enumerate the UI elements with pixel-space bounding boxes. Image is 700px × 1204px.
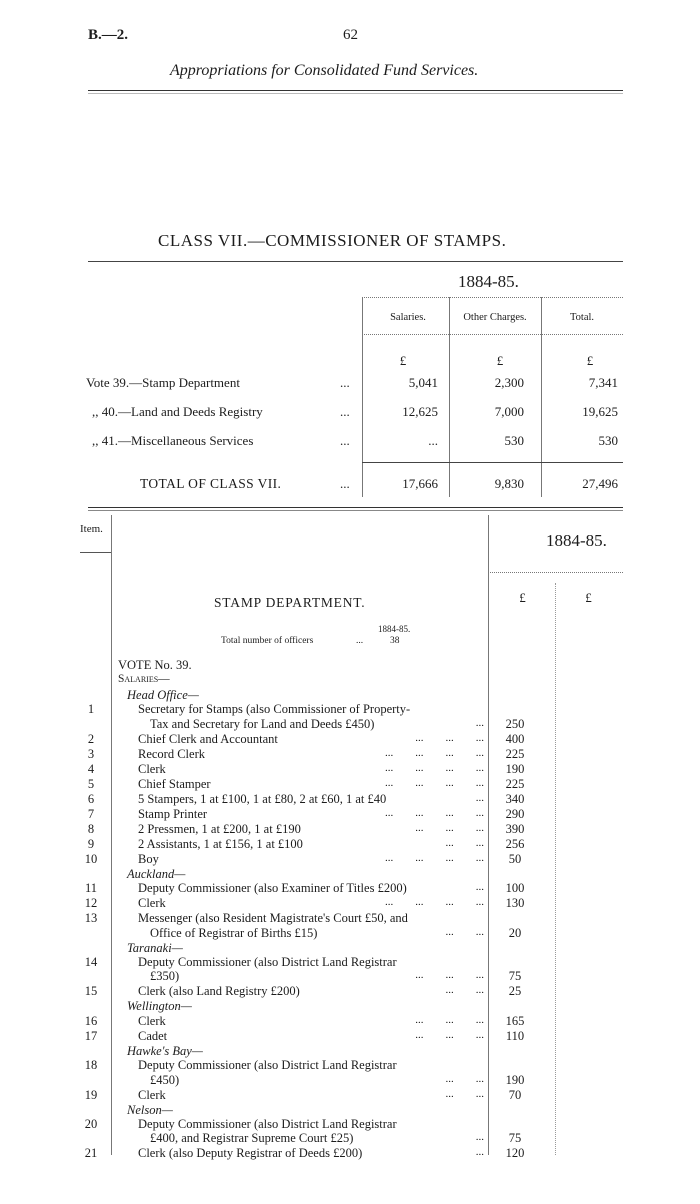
- item-description: £400, and Registrar Supreme Court £25): [150, 1131, 354, 1146]
- item-number: 18: [84, 1058, 98, 1073]
- item-amount: 390: [505, 821, 525, 836]
- item-description: Stamp Printer: [138, 806, 208, 821]
- detail-amount2-vline: [555, 583, 556, 1155]
- summary-row-label: ,, 41.—Miscellaneous Services: [92, 433, 254, 448]
- col-salaries: Salaries.: [390, 312, 426, 323]
- item-description: Clerk (also Deputy Registrar of Deeds £200): [138, 1146, 363, 1161]
- summary-row-dots: ...: [340, 404, 350, 419]
- class-title: CLASS VII.—COMMISSIONER OF STAMPS.: [158, 231, 507, 250]
- item-dots: ... ... ... ...: [385, 776, 484, 789]
- item-amount: 100: [505, 881, 525, 896]
- item-dots: ...: [475, 1131, 484, 1144]
- item-dots: ... ...: [445, 925, 484, 938]
- item-description: 2 Assistants, 1 at £156, 1 at £100: [138, 836, 303, 851]
- item-dots: ... ... ...: [415, 821, 484, 834]
- summary-total-salaries: 17,666: [402, 476, 438, 491]
- district-subheading: Hawke's Bay—: [127, 1043, 203, 1058]
- summary-total-label: TOTAL OF CLASS VII.: [140, 476, 282, 491]
- summary-row-total: 19,625: [582, 404, 618, 419]
- item-description: Chief Stamper: [138, 776, 211, 791]
- summary-row-dots: ...: [340, 375, 350, 390]
- summary-vline-2: [449, 297, 450, 497]
- item-amount: 20: [508, 925, 522, 940]
- item-number: 13: [84, 911, 98, 926]
- header-rule-faint: [88, 93, 623, 94]
- item-number: 8: [87, 821, 95, 836]
- item-description: Messenger (also Resident Magistrate's Court £50, and: [138, 911, 408, 926]
- item-description: Deputy Commissioner (also District Land Registrar: [138, 955, 397, 969]
- summary-row-salaries: 12,625: [402, 404, 438, 419]
- item-dots: ...: [475, 791, 484, 804]
- district-subheading: Wellington—: [127, 999, 192, 1014]
- item-description: Record Clerk: [138, 746, 205, 761]
- item-dots: ... ... ... ...: [385, 806, 484, 819]
- summary-total-rule: [362, 462, 623, 463]
- detail-amount-vline: [488, 515, 489, 1155]
- header-rule: [88, 90, 623, 91]
- summary-currency-other: £: [496, 353, 504, 368]
- item-dots: ... ...: [445, 836, 484, 849]
- summary-bottom-rule: [88, 507, 623, 508]
- item-dots: ... ... ...: [415, 969, 484, 982]
- item-dots: ... ... ... ...: [385, 896, 484, 909]
- item-number: 19: [84, 1087, 98, 1102]
- item-dots: ... ... ...: [415, 1028, 484, 1041]
- summary-row-other: 2,300: [494, 375, 524, 390]
- item-number: 3: [87, 746, 95, 761]
- item-dots: ... ...: [445, 1087, 484, 1100]
- item-number: 21: [84, 1146, 98, 1161]
- item-description: Cadet: [138, 1028, 168, 1043]
- summary-row-salaries: 5,041: [408, 375, 438, 390]
- district-subheading: Taranaki—: [127, 940, 183, 955]
- item-number: 5: [87, 776, 95, 791]
- summary-vline-1: [362, 297, 363, 497]
- item-amount: 120: [505, 1146, 525, 1161]
- summary-row-label: Vote 39.—Stamp Department: [86, 375, 240, 390]
- item-amount: 250: [505, 716, 525, 731]
- col-other-charges: Other Charges.: [463, 312, 527, 323]
- item-amount: 225: [505, 746, 525, 761]
- item-description: £450): [150, 1072, 180, 1087]
- item-description: Deputy Commissioner (also District Land Registrar: [138, 1117, 397, 1131]
- summary-row-total: 530: [598, 433, 618, 448]
- item-amount: 110: [505, 1028, 525, 1043]
- summary-year: 1884-85.: [458, 272, 519, 291]
- item-description: Clerk: [138, 1087, 166, 1102]
- item-dots: ... ...: [445, 984, 484, 997]
- item-dots: ... ... ...: [415, 1013, 484, 1026]
- item-number: 17: [84, 1028, 98, 1043]
- item-description: Clerk (also Land Registry £200): [138, 984, 300, 999]
- summary-year-rule: [362, 297, 623, 298]
- item-amount: 400: [505, 731, 525, 746]
- item-description: 2 Pressmen, 1 at £200, 1 at £190: [138, 821, 301, 836]
- col-total: Total.: [569, 312, 595, 323]
- item-dots: ...: [475, 881, 484, 894]
- item-amount: 70: [508, 1087, 522, 1102]
- page-number: 62: [343, 27, 358, 43]
- item-description: Deputy Commissioner (also District Land Registrar: [138, 1058, 397, 1073]
- item-description: Deputy Commissioner (also Examiner of Titles £200): [138, 881, 407, 896]
- item-amount: 25: [508, 984, 522, 999]
- district-subheading: Head Office—: [127, 688, 199, 702]
- item-amount: 50: [508, 851, 522, 866]
- item-number: 11: [84, 881, 98, 896]
- item-amount: 256: [505, 836, 525, 851]
- item-amount: 290: [505, 806, 525, 821]
- summary-total-dots: ...: [340, 476, 350, 491]
- item-description: Secretary for Stamps (also Commissioner of Property-: [138, 702, 411, 717]
- item-amount: 165: [505, 1013, 525, 1028]
- item-header: Item.: [80, 523, 103, 535]
- item-dots: ... ... ... ...: [385, 851, 484, 864]
- item-description: 5 Stampers, 1 at £100, 1 at £80, 2 at £60, 1 at £40: [138, 791, 387, 806]
- class-title-rule: [88, 261, 623, 262]
- detail-currency-1: £: [519, 590, 526, 605]
- summary-header-rule: [362, 334, 623, 335]
- item-number: 7: [87, 806, 95, 821]
- summary-row-label: ,, 40.—Land and Deeds Registry: [92, 404, 263, 419]
- summary-total-other: 9,830: [494, 476, 524, 491]
- item-dots: ... ...: [445, 1072, 484, 1085]
- item-dots: ... ... ... ...: [385, 761, 484, 774]
- detail-year-rule: [488, 572, 623, 573]
- summary-row-total: 7,341: [588, 375, 618, 390]
- item-description: Clerk: [138, 896, 166, 911]
- item-number: 10: [84, 851, 98, 866]
- vote-number: VOTE No. 39.: [118, 658, 192, 672]
- item-number: 6: [87, 791, 95, 806]
- district-subheading: Auckland—: [127, 866, 186, 881]
- item-number: 9: [87, 836, 95, 851]
- item-dots: ...: [475, 1146, 484, 1159]
- item-description: Clerk: [138, 761, 166, 776]
- summary-total-total: 27,496: [582, 476, 618, 491]
- item-amount: 340: [505, 791, 525, 806]
- officers-count: 38: [390, 636, 400, 646]
- item-dots: ...: [475, 716, 484, 729]
- detail-currency-2: £: [585, 590, 592, 605]
- summary-vline-3: [541, 297, 542, 497]
- item-amount: 190: [505, 1072, 525, 1087]
- page-code: B.—2.: [88, 27, 129, 43]
- item-amount: 75: [508, 969, 522, 984]
- item-dots: ... ... ... ...: [385, 746, 484, 759]
- summary-row-other: 530: [504, 433, 524, 448]
- item-description: £350): [150, 969, 180, 984]
- detail-item-vline: [111, 515, 112, 1155]
- summary-row-dots: ...: [340, 433, 350, 448]
- item-number: 12: [84, 896, 98, 911]
- summary-row-salaries: ...: [428, 433, 438, 448]
- item-description: Tax and Secretary for Land and Deeds £450): [150, 716, 375, 731]
- item-amount: 130: [505, 896, 525, 911]
- item-description: Clerk: [138, 1013, 166, 1028]
- item-description: Chief Clerk and Accountant: [138, 731, 278, 746]
- district-subheading: Nelson—: [127, 1102, 173, 1117]
- item-number: 14: [84, 955, 98, 969]
- item-dots: ... ... ...: [415, 731, 484, 744]
- officers-year: 1884-85.: [378, 624, 411, 634]
- salaries-heading: Salaries—: [118, 673, 170, 685]
- running-title: Appropriations for Consolidated Fund Services.: [170, 62, 479, 79]
- item-number: 15: [84, 984, 98, 999]
- item-number: 4: [87, 761, 95, 776]
- summary-currency-salaries: £: [399, 353, 407, 368]
- detail-year: 1884-85.: [546, 531, 607, 550]
- summary-row-other: 7,000: [494, 404, 524, 419]
- item-description: Boy: [138, 851, 159, 866]
- item-number: 2: [87, 731, 95, 746]
- summary-bottom-rule-2: [88, 510, 623, 511]
- item-number: 1: [87, 702, 95, 717]
- officers-dots: ...: [356, 636, 364, 646]
- department-title: STAMP DEPARTMENT.: [214, 595, 366, 610]
- item-amount: 75: [508, 1131, 522, 1146]
- item-description: Office of Registrar of Births £15): [150, 925, 318, 940]
- item-number: 20: [84, 1117, 98, 1131]
- item-amount: 225: [505, 776, 525, 791]
- item-number: 16: [84, 1013, 98, 1028]
- officers-label: Total number of officers: [221, 636, 314, 646]
- summary-currency-total: £: [586, 353, 594, 368]
- item-amount: 190: [505, 761, 525, 776]
- detail-header-rule: [80, 552, 111, 553]
